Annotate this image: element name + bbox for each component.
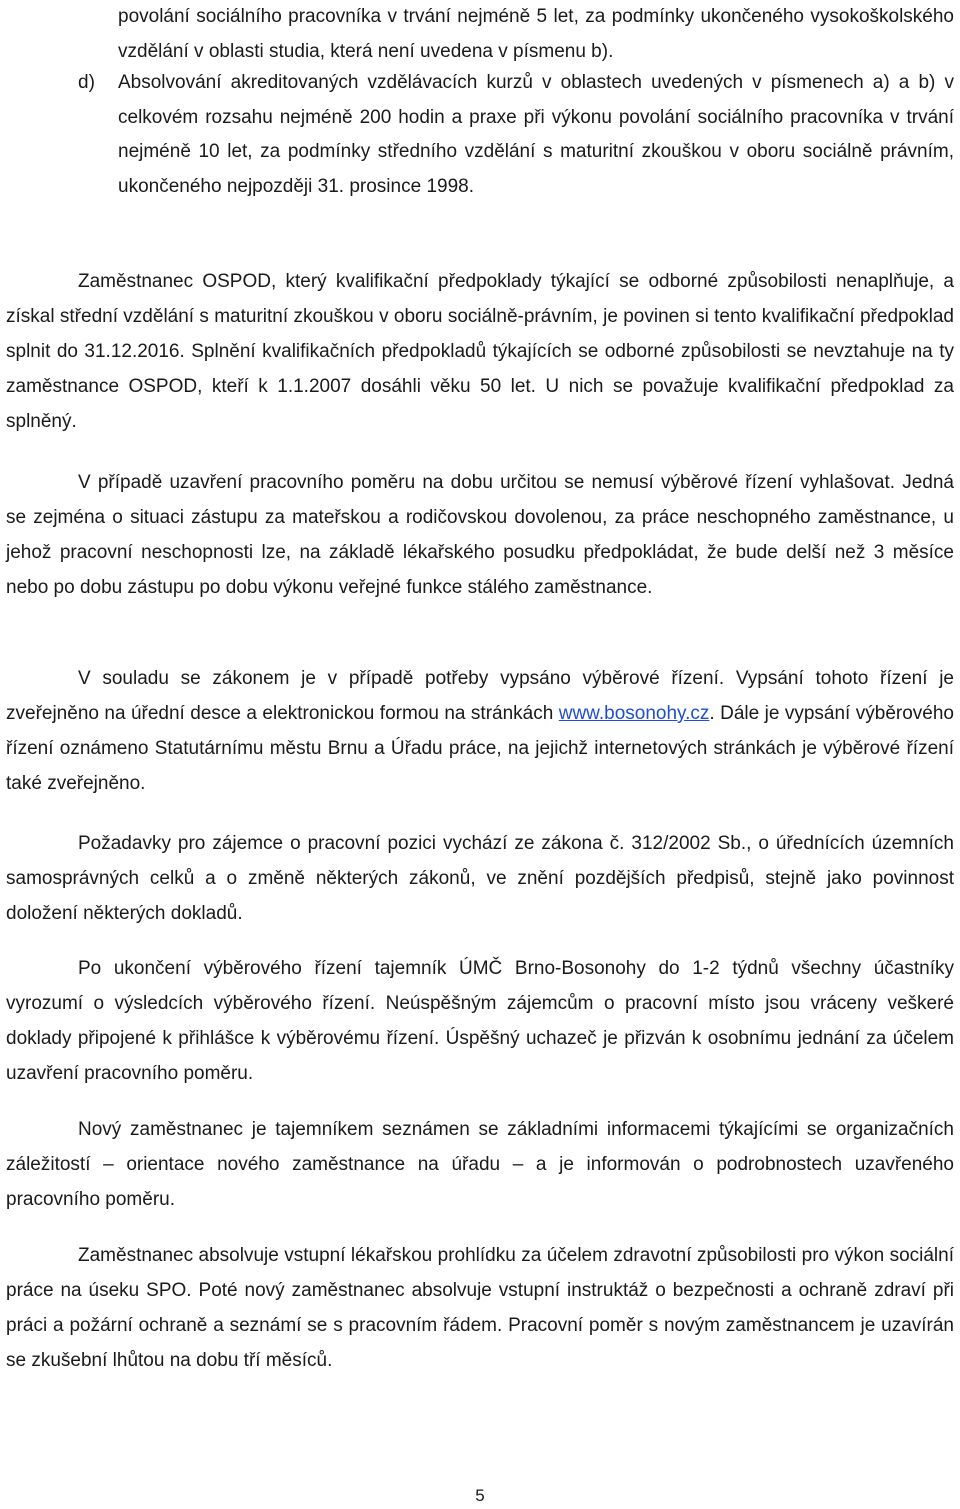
list-item-text: povolání sociálního pracovníka v trvání nejméně 5 let, za podmínky ukončeného vysokoškolského vzdělání v oblasti studia, která není uvedena v písmenu b). — [118, 6, 954, 62]
list-item-text: Absolvování akreditovaných vzdělávacích kurzů v oblastech uvedených v písmenech a) a b) v celkovém rozsahu nejméně 200 hodin a praxe při výkonu povolání sociálního pracovníka v trvání nejméně 10 let, za podmínky středního vzdělání s maturitní zkouškou v oboru sociálně právním, ukončeného nejpozději 31. prosince 1998. — [118, 72, 954, 197]
list-item-d — [78, 66, 954, 204]
paragraph-text: V souladu se zákonem je v případě potřeby vypsáno výběrové řízení. Vypsání tohoto řízení je zveřejněno na úřední desce a elektronickou formou na stránkách — [6, 668, 954, 724]
paragraph-fixed-term: V případě uzavření pracovního poměru na dobu určitou se nemusí výběrové řízení vyhlašovat. Jedná se zejména o situaci zástupu za mateřskou a rodičovskou dovolenou, za práce neschopného zaměstnance, u jehož pracovní neschopnosti lze, na základě lékařského posudku předpokládat, že bude delší než 3 měsíce nebo po dobu zástupu po dobu výkonu veřejné funkce stálého zaměstnance. — [6, 472, 954, 598]
paragraph-text: . Dále je vypsání výběrového řízení oznámeno Statutárnímu městu Brnu a Úřadu práce, na jejichž internetových stránkách je výběrové řízení také zveřejněno. — [6, 703, 954, 794]
page-number: 5 — [475, 1486, 485, 1505]
list-marker: d) — [78, 72, 95, 93]
paragraph-qualification: Zaměstnanec OSPOD, který kvalifikační předpoklady týkající se odborné způsobilosti nenaplňuje, a získal střední vzdělání s maturitní zkouškou v oboru sociálně-právním, je povinen si tento kvalifikační předpoklad splnit do 31.12.2016. Splnění kvalifikačních předpokladů týkajících se odborné způsobilosti se nevztahuje na ty zaměstnance OSPOD, kteří k 1.1.2007 dosáhli věku 50 let. U nich se považuje kvalifikační předpoklad za splněný. — [6, 271, 954, 432]
paragraph-medical-exam: Zaměstnanec absolvuje vstupní lékařskou prohlídku za účelem zdravotní způsobilosti pro výkon sociální práce na úseku SPO. Poté nový zaměstnanec absolvuje vstupní instruktáž o bezpečnosti a ochraně zdraví při práci a požární ochraně a seznámí se s pracovním řádem. Pracovní poměr s novým zaměstnancem je uzavírán se zkušební lhůtou na dobu tří měsíců. — [6, 1245, 954, 1371]
paragraph-new-employee: Nový zaměstnanec je tajemníkem seznámen se základními informacemi týkajícími se organizačních záležitostí – orientace nového zaměstnance na úřadu – a je informován o podrobnostech uzavřeného pracovního poměru. — [6, 1119, 954, 1210]
paragraph-results: Po ukončení výběrového řízení tajemník ÚMČ Brno-Bosonohy do 1-2 týdnů všechny účastníky vyrozumí o výsledcích výběrového řízení. Neúspěšným zájemcům o pracovní místo jsou vráceny veškeré doklady připojené k přihlášce k výběrovému řízení. Úspěšný uchazeč je přizván k osobnímu jednání za účelem uzavření pracovního poměru. — [6, 958, 954, 1084]
paragraph-selection-procedure — [6, 661, 954, 801]
paragraph-requirements: Požadavky pro zájemce o pracovní pozici vychází ze zákona č. 312/2002 Sb., o úřednících územních samosprávných celků a o změně některých zákonů, ve znění pozdějších předpisů, stejně jako povinnost doložení některých dokladů. — [6, 833, 954, 924]
website-link[interactable]: www.bosonohy.cz — [558, 703, 710, 724]
list-item-c-continuation — [118, 0, 954, 69]
